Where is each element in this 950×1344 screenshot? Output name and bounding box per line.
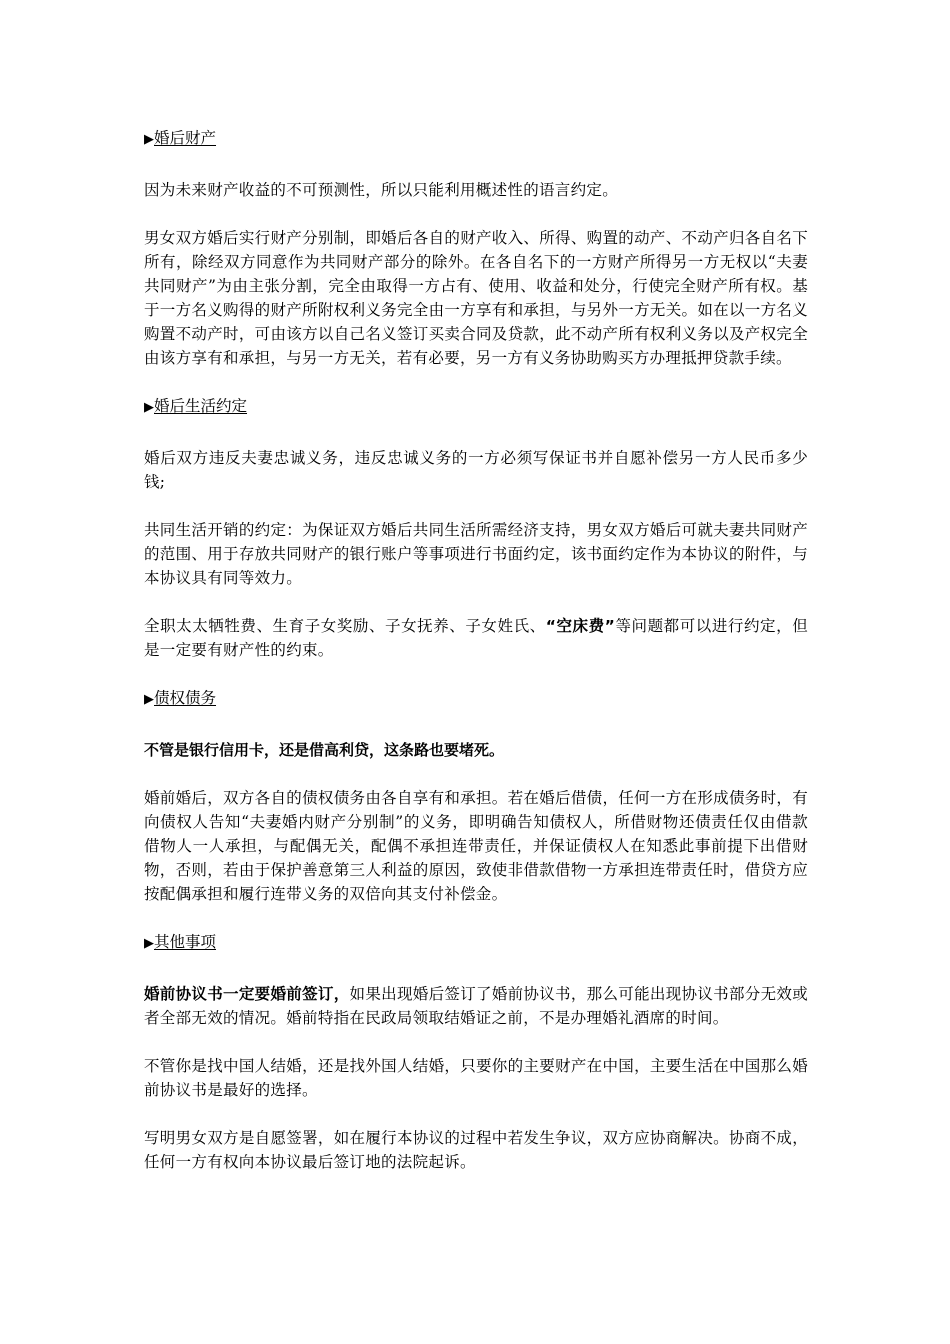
paragraph: 共同生活开销的约定：为保证双方婚后共同生活所需经济支持，男女双方婚后可就夫妻共同财产的范围、用于存放共同财产的银行账户等事项进行书面约定，该书面约定作为本协议的附件，与本协议具有同等效力。 bbox=[144, 521, 808, 587]
document-page bbox=[144, 126, 808, 1198]
bold-paragraph: 不管是银行信用卡，还是借高利贷，这条路也要堵死。 bbox=[144, 741, 505, 759]
triangle-bullet-icon: ▶ bbox=[144, 936, 154, 951]
section-heading-label: 其他事项 bbox=[154, 933, 217, 951]
section-heading-label: 婚后财产 bbox=[154, 129, 217, 147]
text-run: 如果出现婚后签订了婚前协议书，那么可能出现协议书部分无效或者全部无效的情况。婚前特指在民政局领取结婚证之前，不是办理婚礼酒席的时间。 bbox=[144, 985, 808, 1027]
paragraph: 婚后双方违反夫妻忠诚义务，违反忠诚义务的一方必须写保证书并自愿补偿另一方人民币多少钱; bbox=[144, 449, 808, 491]
triangle-bullet-icon: ▶ bbox=[144, 692, 154, 707]
paragraph: 写明男女双方是自愿签署，如在履行本协议的过程中若发生争议，双方应协商解决。协商不成，任何一方有权向本协议最后签订地的法院起诉。 bbox=[144, 1129, 808, 1171]
paragraph-mixed bbox=[144, 982, 808, 1030]
paragraph: 不管你是找中国人结婚，还是找外国人结婚，只要你的主要财产在中国，主要生活在中国那么婚前协议书是最好的选择。 bbox=[144, 1057, 808, 1099]
section-heading-other-matters bbox=[144, 930, 808, 956]
text-run: 等问题都可以进行约定，但是一定要有财产性的约束。 bbox=[144, 617, 808, 659]
section-heading-debts bbox=[144, 686, 808, 712]
triangle-bullet-icon: ▶ bbox=[144, 132, 154, 147]
section-heading-marital-property bbox=[144, 126, 808, 152]
paragraph: 男女双方婚后实行财产分别制，即婚后各自的财产收入、所得、购置的动产、不动产归各自名下所有，除经双方同意作为共同财产部分的除外。在各自名下的一方财产所得另一方无权以“夫妻共同财产”为由主张分割，完全由取得一方占有、使用、收益和处分，行使完全财产所有权。基于一方名义购得的财产所附权利义务完全由一方享有和承担，与另外一方无关。如在以一方名义购置不动产时，可由该方以自己名义签订买卖合同及贷款，此不动产所有权利义务以及产权完全由该方享有和承担，与另一方无关，若有必要，另一方有义务协助购买方办理抵押贷款手续。 bbox=[144, 229, 808, 367]
section-heading-label: 债权债务 bbox=[154, 689, 217, 707]
paragraph: 婚前婚后，双方各自的债权债务由各自享有和承担。若在婚后借债，任何一方在形成债务时，有向债权人告知“夫妻婚内财产分别制”的义务，即明确告知债权人，所借财物还债责任仅由借款借物人一人承担，与配偶无关，配偶不承担连带责任，并保证债权人在知悉此事前提下出借财物，否则，若由于保护善意第三人利益的原因，致使非借款借物一方承担连带责任时，借贷方应按配偶承担和履行连带义务的双倍向其支付补偿金。 bbox=[144, 789, 808, 903]
section-heading-marital-life bbox=[144, 394, 808, 420]
section-heading-label: 婚后生活约定 bbox=[154, 397, 248, 415]
bold-text-run: “空床费” bbox=[545, 617, 616, 635]
paragraph-mixed bbox=[144, 614, 808, 662]
bold-text-run: 婚前协议书一定要婚前签订， bbox=[144, 985, 350, 1003]
triangle-bullet-icon: ▶ bbox=[144, 400, 154, 415]
paragraph: 因为未来财产收益的不可预测性，所以只能利用概述性的语言约定。 bbox=[144, 181, 619, 199]
text-run: 全职太太牺牲费、生育子女奖励、子女抚养、子女姓氏、 bbox=[144, 617, 546, 635]
